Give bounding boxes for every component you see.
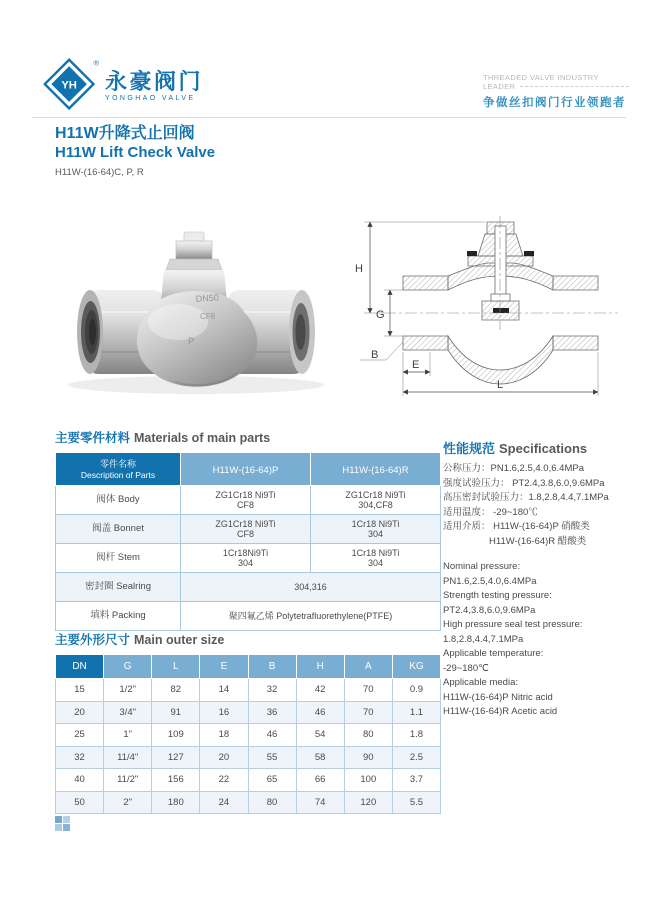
specifications-title [443,438,650,457]
materials-section [55,428,441,631]
header [42,56,203,114]
sizes-title [55,630,441,648]
product-model: H11W-(16-64)C, P, R [55,167,144,178]
materials-title-en: Materials of main parts [134,431,271,445]
section-details [384,216,618,330]
dim-label-h: H [355,263,363,275]
materials-header-r: H11W-(16-64)R [311,453,441,486]
company-name [105,70,203,102]
decorative-square [55,816,62,823]
sizes-title-cn: 主要外形尺寸 [55,633,131,647]
spacer [443,549,650,560]
cast-marking-cf8: CF8 [200,312,216,321]
tagline-dash [520,86,629,87]
table-row: 32 11/4" 127 20 55 58 90 2.5 [56,746,441,769]
decorative-square [63,816,70,823]
header-divider [32,117,626,118]
materials-header-parts: 零件名称 Description of Parts [56,453,181,486]
spec-line: 强度试验压力： PT2.4,3.8,6.0,9.6MPa [443,477,605,489]
spec-line: 1.8,2.8,4.4,7.1MPa [443,633,524,645]
spec-line: Nominal pressure: [443,561,521,572]
table-row: 25 1" 109 18 46 54 80 1.8 [56,724,441,747]
spec-line: High pressure seal test pressure: [443,619,583,630]
table-row: 20 3/4" 91 16 36 46 70 1.1 [56,701,441,724]
header-tagline [483,73,629,110]
product-title-en: H11W Lift Check Valve [55,144,216,161]
registered-mark: ® [93,58,99,68]
table-row: 15 1/2" 82 14 32 42 70 0.9 [56,679,441,702]
table-row: 阀盖 Bonnet ZG1Cr18 Ni9Ti CF8 1Cr18 Ni9Ti 304 [56,515,441,544]
company-name-en: YONGHAO VALVE [105,95,196,102]
table-row: 填料 Packing 聚四氟乙烯 Polytetrafluorethylene(PTFE) [56,602,441,631]
spec-line: 公称压力：PN1.6,2.5,4.0,6.4MPa [443,463,584,474]
spec-line: Applicable temperature: [443,648,544,659]
materials-table [55,452,441,631]
spec-line: H11W-(16-64)R Acetic acid [443,706,558,717]
product-title-cn: H11W升降式止回阀 [55,125,195,142]
specifications-title-cn: 性能规范 [443,441,496,456]
spec-line: Strength testing pressure: [443,590,552,601]
cast-marking-p: P [188,336,195,346]
logo-monogram: YH [61,79,77,92]
materials-title-cn: 主要零件材料 [55,431,131,445]
decorative-square [55,824,62,831]
materials-header-p: H11W-(16-64)P [181,453,311,486]
dim-label-g: G [376,309,385,321]
product-title [55,124,215,178]
sizes-section [55,630,441,814]
valve-body [137,291,257,387]
sizes-title-en: Main outer size [134,633,225,647]
decorative-square [63,824,70,831]
cast-marking-dn: DN50 [195,292,220,304]
valve-photo [50,212,342,404]
spec-line: 适用介质： H11W-(16-64)P 硝酸类 [443,521,590,532]
spec-line: H11W-(16-64)R 醋酸类 [489,535,587,547]
table-row: 阀杆 Stem 1Cr18Ni9Ti 304 1Cr18 Ni9Ti 304 [56,544,441,573]
spec-line: Applicable media: [443,677,518,688]
yonghao-logo-icon [42,56,100,114]
dim-label-l: L [497,379,504,391]
table-row: 密封圈 Sealring 304,316 [56,573,441,602]
sizes-table [55,654,441,814]
tagline-en-line2: LEADER [483,82,629,91]
company-name-cn: 永豪阀门 [105,69,204,94]
spec-line: PN1.6,2.5,4.0,6.4MPa [443,575,537,587]
materials-title [55,428,441,446]
specs-chinese [443,462,650,549]
spec-line: 高压密封试验压力：1.8,2.8,4.4,7.1MPa [443,492,609,503]
table-row: 50 2" 180 24 80 74 120 5.5 [56,791,441,814]
spec-line: 适用温度： -29~180℃ [443,506,538,518]
table-row: 阀体 Body ZG1Cr18 Ni9Ti CF8 ZG1Cr18 Ni9Ti 304,CF8 [56,486,441,515]
tagline-cn: 争做丝扣阀门行业领跑者 [483,97,626,109]
dim-label-e: E [412,359,420,371]
specs-english [443,560,650,720]
sizes-header-row: DN G L E B H A KG [56,655,441,679]
spec-line: PT2.4,3.8,6.0,9.6MPa [443,604,536,616]
materials-header-row [56,453,441,486]
specifications-section [443,438,650,720]
valve-section-drawing [348,208,630,410]
tagline-en-line1: THREADED VALVE INDUSTRY [483,73,599,82]
table-row: 40 11/2" 156 22 65 66 100 3.7 [56,769,441,792]
spec-line: -29~180℃ [443,662,489,674]
footer-squares-decoration [55,816,70,831]
specifications-title-en: Specifications [499,441,588,456]
dim-label-b: B [371,349,379,361]
spec-line: H11W-(16-64)P Nitric acid [443,691,553,703]
